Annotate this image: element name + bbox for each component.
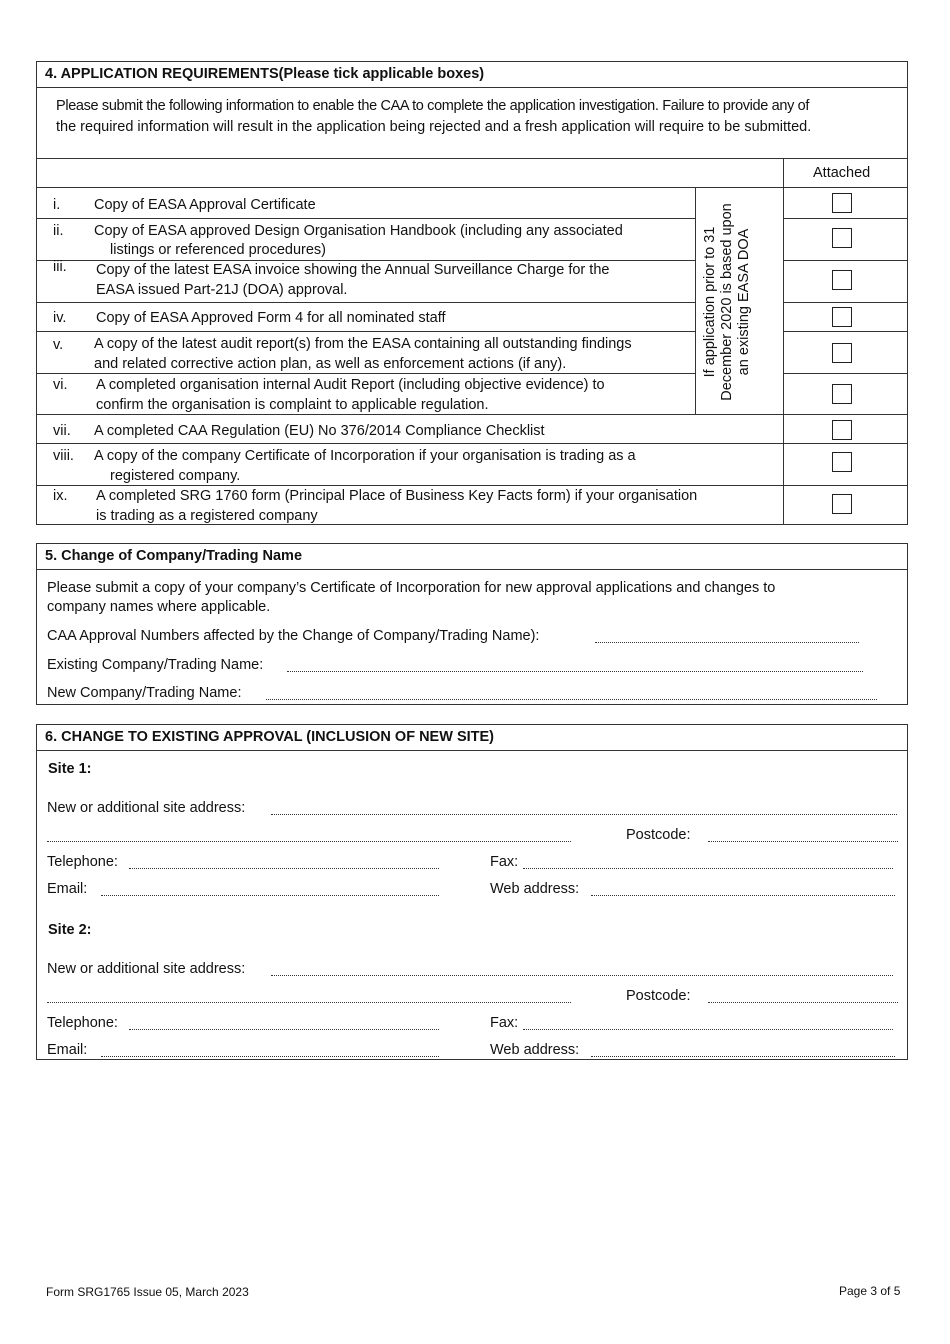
site-2-label: Site 2: [48,922,92,938]
site-1-fax-label: Fax: [490,854,519,870]
approval-numbers-label: CAA Approval Numbers affected by the Change of Company/Trading Name): [47,628,540,644]
rule [37,373,695,374]
existing-name-label: Existing Company/Trading Name: [47,657,264,673]
attached-checkbox[interactable] [832,193,852,213]
attached-header: Attached [813,165,871,181]
item-text: Copy of EASA approved Design Organisation Handbook (including any associated [94,223,623,239]
section-6-title: 6. CHANGE TO EXISTING APPROVAL (INCLUSION OF NEW SITE) [37,725,907,751]
item-number: v. [53,337,64,353]
item-number: iii. [53,259,67,275]
item-text: Copy of the latest EASA invoice showing the Annual Surveillance Charge for the [96,262,610,278]
item-text: and related corrective action plan, as well as enforcement actions (if any). [94,356,567,372]
rule [37,187,907,188]
new-name-field[interactable] [266,699,877,700]
item-text: is trading as a registered company [96,508,318,524]
attached-checkbox[interactable] [832,420,852,440]
site-2-address-line2-field[interactable] [47,1002,571,1003]
item-text: confirm the organisation is complaint to applicable regulation. [96,397,489,413]
attached-checkbox[interactable] [832,228,852,248]
rule [37,414,907,415]
section-4-title: 4. APPLICATION REQUIREMENTS(Please tick applicable boxes) [37,62,907,88]
item-text: A completed organisation internal Audit Report (including objective evidence) to [96,377,605,393]
attached-checkbox[interactable] [832,494,852,514]
site-2-postcode-field[interactable] [708,1002,898,1003]
site-2-fax-label: Fax: [490,1015,519,1031]
rule [783,302,907,303]
site-2-email-label: Email: [47,1042,88,1058]
rotated-note-line2: December 2020 is based upon [719,203,735,401]
item-number: vii. [53,423,71,439]
section-4 [36,61,908,525]
rule [783,218,907,219]
site-2-web-field[interactable] [591,1056,895,1057]
attached-checkbox[interactable] [832,343,852,363]
rule [37,158,907,159]
item-number: vi. [53,377,68,393]
site-2-web-label: Web address: [490,1042,580,1058]
site-1-label: Site 1: [48,761,92,777]
item-text: A copy of the latest audit report(s) from the EASA containing all outstanding findings [94,336,632,352]
rule [783,260,907,261]
page-number: Page 3 of 5 [839,1284,901,1298]
section-5-intro-line1: Please submit a copy of your company’s Certificate of Incorporation for new approval applications and changes to [47,580,776,596]
site-1-postcode-label: Postcode: [626,827,691,843]
rule [37,331,695,332]
existing-name-field[interactable] [287,671,863,672]
rule [37,302,695,303]
section-5 [36,543,908,705]
attached-checkbox[interactable] [832,270,852,290]
item-number: i. [53,197,61,213]
item-number: iv. [53,310,67,326]
rule [695,187,696,414]
item-text: registered company. [110,468,241,484]
item-number: ix. [53,488,68,504]
form-id: Form SRG1765 Issue 05, March 2023 [46,1285,249,1299]
rotated-note-line1: If application prior to 31 [702,226,718,378]
site-1-email-field[interactable] [101,895,439,896]
attached-checkbox[interactable] [832,307,852,327]
rule [783,158,784,525]
site-2-telephone-field[interactable] [129,1029,439,1030]
section-4-intro-line1: Please submit the following information to enable the CAA to complete the application investigation. Failure to provide any of [56,98,810,114]
rule [37,260,695,261]
section-5-intro-line2: company names where applicable. [47,599,271,615]
section-6 [36,724,908,1060]
item-number: viii. [53,448,74,464]
site-1-fax-field[interactable] [523,868,893,869]
rule [783,373,907,374]
site-2-address-label: New or additional site address: [47,961,246,977]
rotated-note-line3: an existing EASA DOA [736,228,752,376]
item-text: Copy of EASA Approved Form 4 for all nominated staff [96,310,446,326]
site-2-address-field[interactable] [271,975,893,976]
site-2-postcode-label: Postcode: [626,988,691,1004]
item-text: A completed SRG 1760 form (Principal Place of Business Key Facts form) if your organisation [96,488,698,504]
site-1-postcode-field[interactable] [708,841,898,842]
site-1-telephone-field[interactable] [129,868,439,869]
item-text: A copy of the company Certificate of Incorporation if your organisation is trading as a [94,448,636,464]
item-text: Copy of EASA Approval Certificate [94,197,316,213]
item-number: ii. [53,223,64,239]
site-1-address-label: New or additional site address: [47,800,246,816]
site-1-address-field[interactable] [271,814,897,815]
site-2-telephone-label: Telephone: [47,1015,118,1031]
section-4-intro-line2: the required information will result in the application being rejected and a fresh application will require to be submitted. [56,119,812,135]
item-text: A completed CAA Regulation (EU) No 376/2014 Compliance Checklist [94,423,545,439]
site-1-web-field[interactable] [591,895,895,896]
section-5-title: 5. Change of Company/Trading Name [37,544,907,570]
site-2-fax-field[interactable] [523,1029,893,1030]
item-text: EASA issued Part-21J (DOA) approval. [96,282,348,298]
item-text: listings or referenced procedures) [110,242,326,258]
rule [37,218,695,219]
site-1-address-line2-field[interactable] [47,841,571,842]
site-1-telephone-label: Telephone: [47,854,118,870]
rule [783,331,907,332]
rule [37,443,907,444]
rotated-note [702,202,756,402]
site-1-web-label: Web address: [490,881,580,897]
rule [37,485,907,486]
site-2-email-field[interactable] [101,1056,439,1057]
attached-checkbox[interactable] [832,384,852,404]
approval-numbers-field[interactable] [595,642,859,643]
attached-checkbox[interactable] [832,452,852,472]
site-1-email-label: Email: [47,881,88,897]
new-name-label: New Company/Trading Name: [47,685,242,701]
